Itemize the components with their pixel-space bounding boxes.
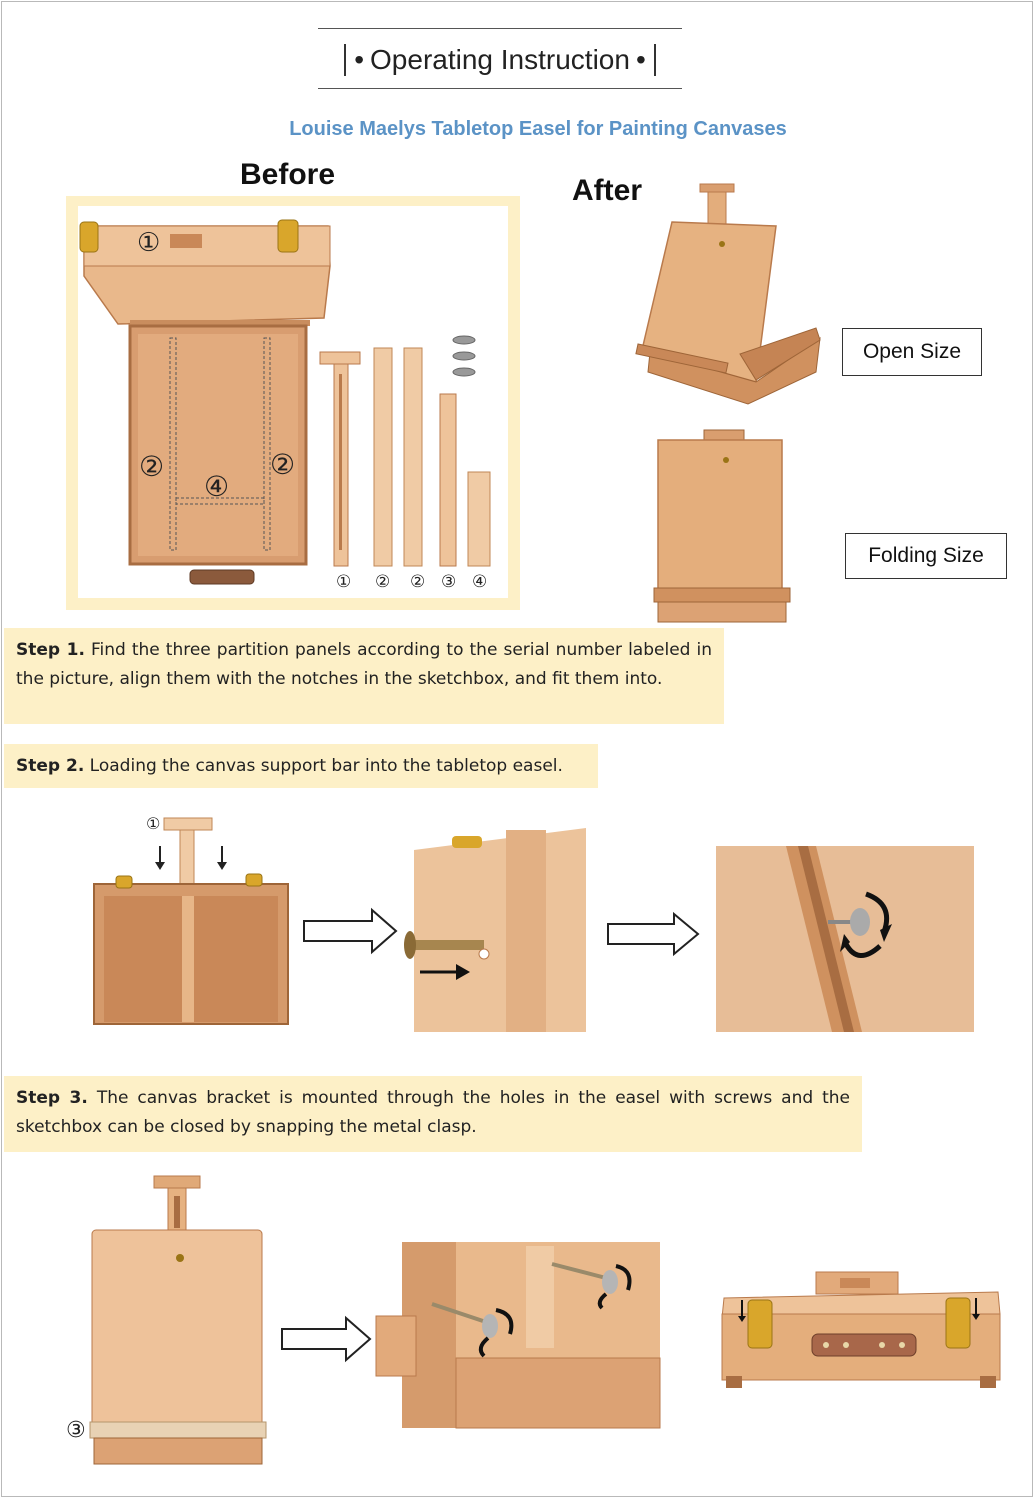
page-title: [318, 38, 682, 82]
step-2-text: Loading the canvas support bar into the tabletop easel.: [84, 756, 563, 776]
header-line-top: [318, 28, 682, 29]
step2-marker-one: ①: [146, 814, 161, 833]
title-bar-left: [344, 44, 346, 76]
step-2-label: Step 2.: [16, 756, 85, 776]
folding-size-label: Folding Size: [845, 533, 1007, 579]
arrow-right-icon-2: [606, 912, 700, 956]
title-bar-right: [654, 44, 656, 76]
title-text: Operating Instruction: [370, 44, 630, 75]
marker-one-lid: ①: [137, 228, 161, 258]
step2-insert-bar-illustration: [90, 814, 294, 1028]
step-1-text: Find the three partition panels according to the serial number labeled in the picture, align them with the notches in the sketchbox, and fit them into.: [16, 640, 712, 689]
step-3-text: The canvas bracket is mounted through the holes in the easel with screws and the sketchbox can be closed by snapping the metal clasp.: [16, 1088, 850, 1137]
step3-screws-illustration: [376, 1238, 664, 1440]
marker-two-left: ②: [139, 450, 165, 483]
open-size-label: Open Size: [842, 328, 982, 376]
open-easel-illustration: [630, 182, 826, 410]
marker-three-panel: ③: [441, 572, 457, 592]
step-1-label: Step 1.: [16, 640, 85, 660]
step-3-label: Step 3.: [16, 1088, 88, 1108]
step-2-box: [4, 744, 598, 788]
step-3-box: [4, 1076, 862, 1152]
folding-easel-illustration: [650, 430, 796, 626]
after-label: After: [572, 174, 643, 207]
step3-marker-three: ③: [66, 1418, 86, 1443]
arrow-right-icon-3: [280, 1316, 372, 1362]
step3-bracket-illustration: [90, 1174, 266, 1466]
marker-two-panel-b: ②: [410, 572, 426, 592]
step3-closed-box-illustration: [720, 1270, 1002, 1390]
header-line-bottom: [318, 88, 682, 89]
marker-four-center: ④: [204, 470, 230, 503]
product-subtitle: Louise Maelys Tabletop Easel for Painting Canvases: [289, 118, 787, 140]
title-bullet-right: •: [635, 44, 646, 75]
before-label: Before: [240, 158, 336, 191]
marker-two-panel-a: ②: [375, 572, 391, 592]
arrow-right-icon: [302, 908, 398, 954]
step2-wingnut-illustration: [716, 846, 974, 1032]
title-bullet-left: •: [354, 44, 365, 75]
marker-four-panel: ④: [472, 572, 488, 592]
open-sketchbox-illustration: [78, 206, 508, 598]
step-1-box: [4, 628, 724, 724]
marker-one-panel: ①: [336, 572, 352, 592]
marker-two-right: ②: [270, 448, 296, 481]
step2-screw-illustration: [400, 826, 590, 1036]
